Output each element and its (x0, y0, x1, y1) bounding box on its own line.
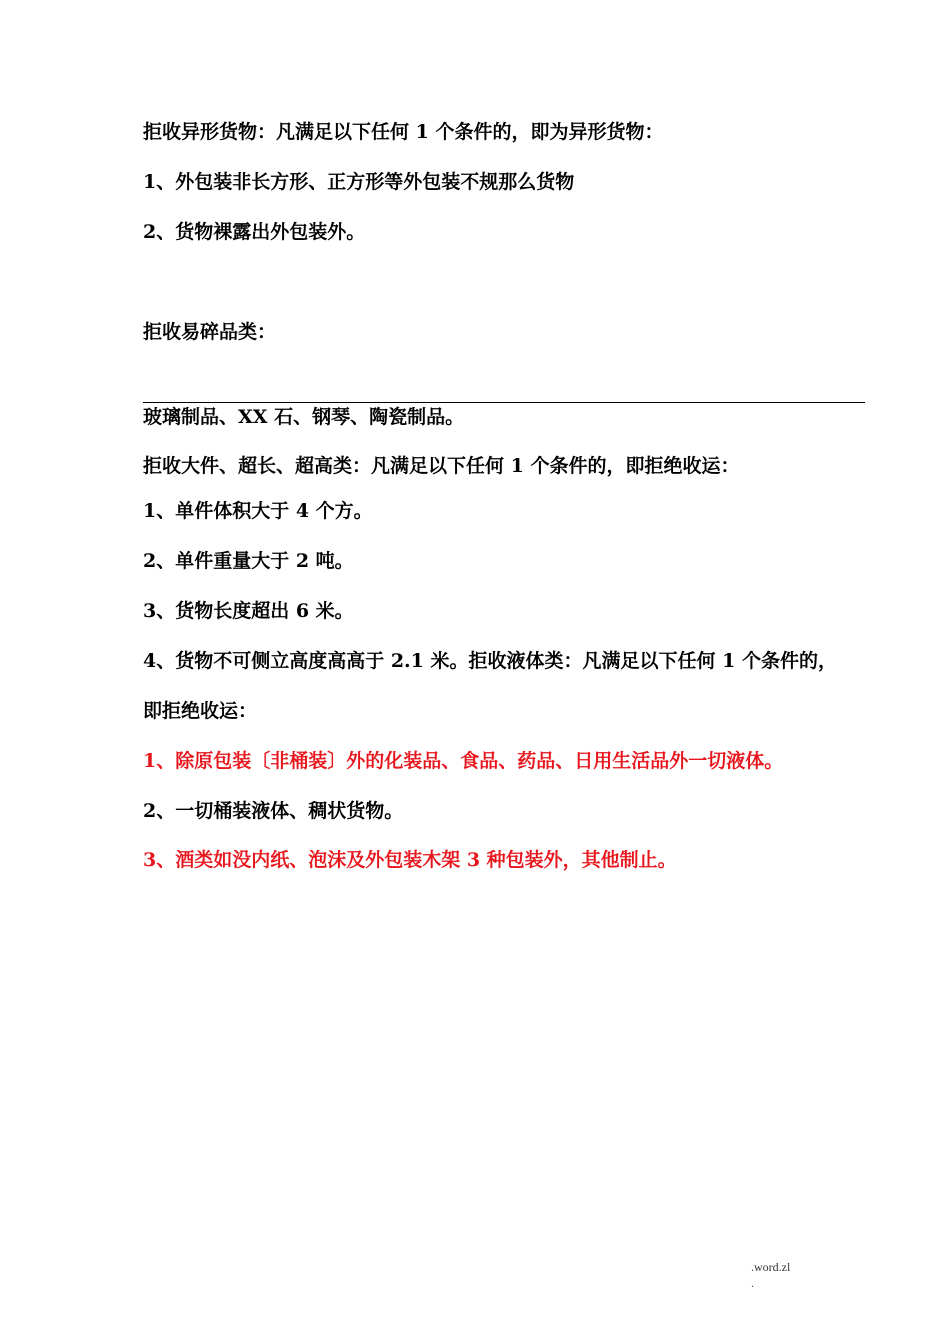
liquid-item-2: 2、一切桶装液体、稠状货物。 (143, 800, 404, 822)
odd-shape-heading: 拒收异形货物：凡满足以下任何 1 个条件的，即为异形货物： (143, 121, 664, 143)
oversize-item-2: 2、单件重量大于 2 吨。 (143, 550, 354, 572)
odd-shape-item-2: 2、货物裸露出外包装外。 (143, 221, 366, 243)
oversize-item-1: 1、单件体积大于 4 个方。 (143, 500, 373, 522)
oversize-item-5: 即拒绝收运： (143, 700, 258, 722)
footer-line-2: . (751, 1276, 754, 1290)
fragile-heading: 拒收易碎品类： (143, 321, 277, 343)
odd-shape-item-1: 1、外包装非长方形、正方形等外包装不规那么货物 (143, 171, 575, 193)
horizontal-rule (143, 402, 865, 403)
liquid-item-3: 3、酒类如没内纸、泡沫及外包装木架 3 种包装外，其他制止。 (143, 849, 677, 871)
oversize-heading: 拒收大件、超长、超高类：凡满足以下任何 1 个条件的，即拒绝收运： (143, 455, 740, 477)
liquid-item-1: 1、除原包装〔非桶装〕外的化装品、食品、药品、日用生活品外一切液体。 (143, 750, 784, 772)
fragile-item-1: 玻璃制品、XX 石、钢琴、陶瓷制品。 (143, 406, 465, 428)
oversize-item-4: 4、货物不可侧立高度高高于 2.1 米。拒收液体类：凡满足以下任何 1 个条件的， (143, 650, 837, 672)
oversize-item-3: 3、货物长度超出 6 米。 (143, 600, 354, 622)
footer-line-1: .word.zl (751, 1260, 791, 1274)
